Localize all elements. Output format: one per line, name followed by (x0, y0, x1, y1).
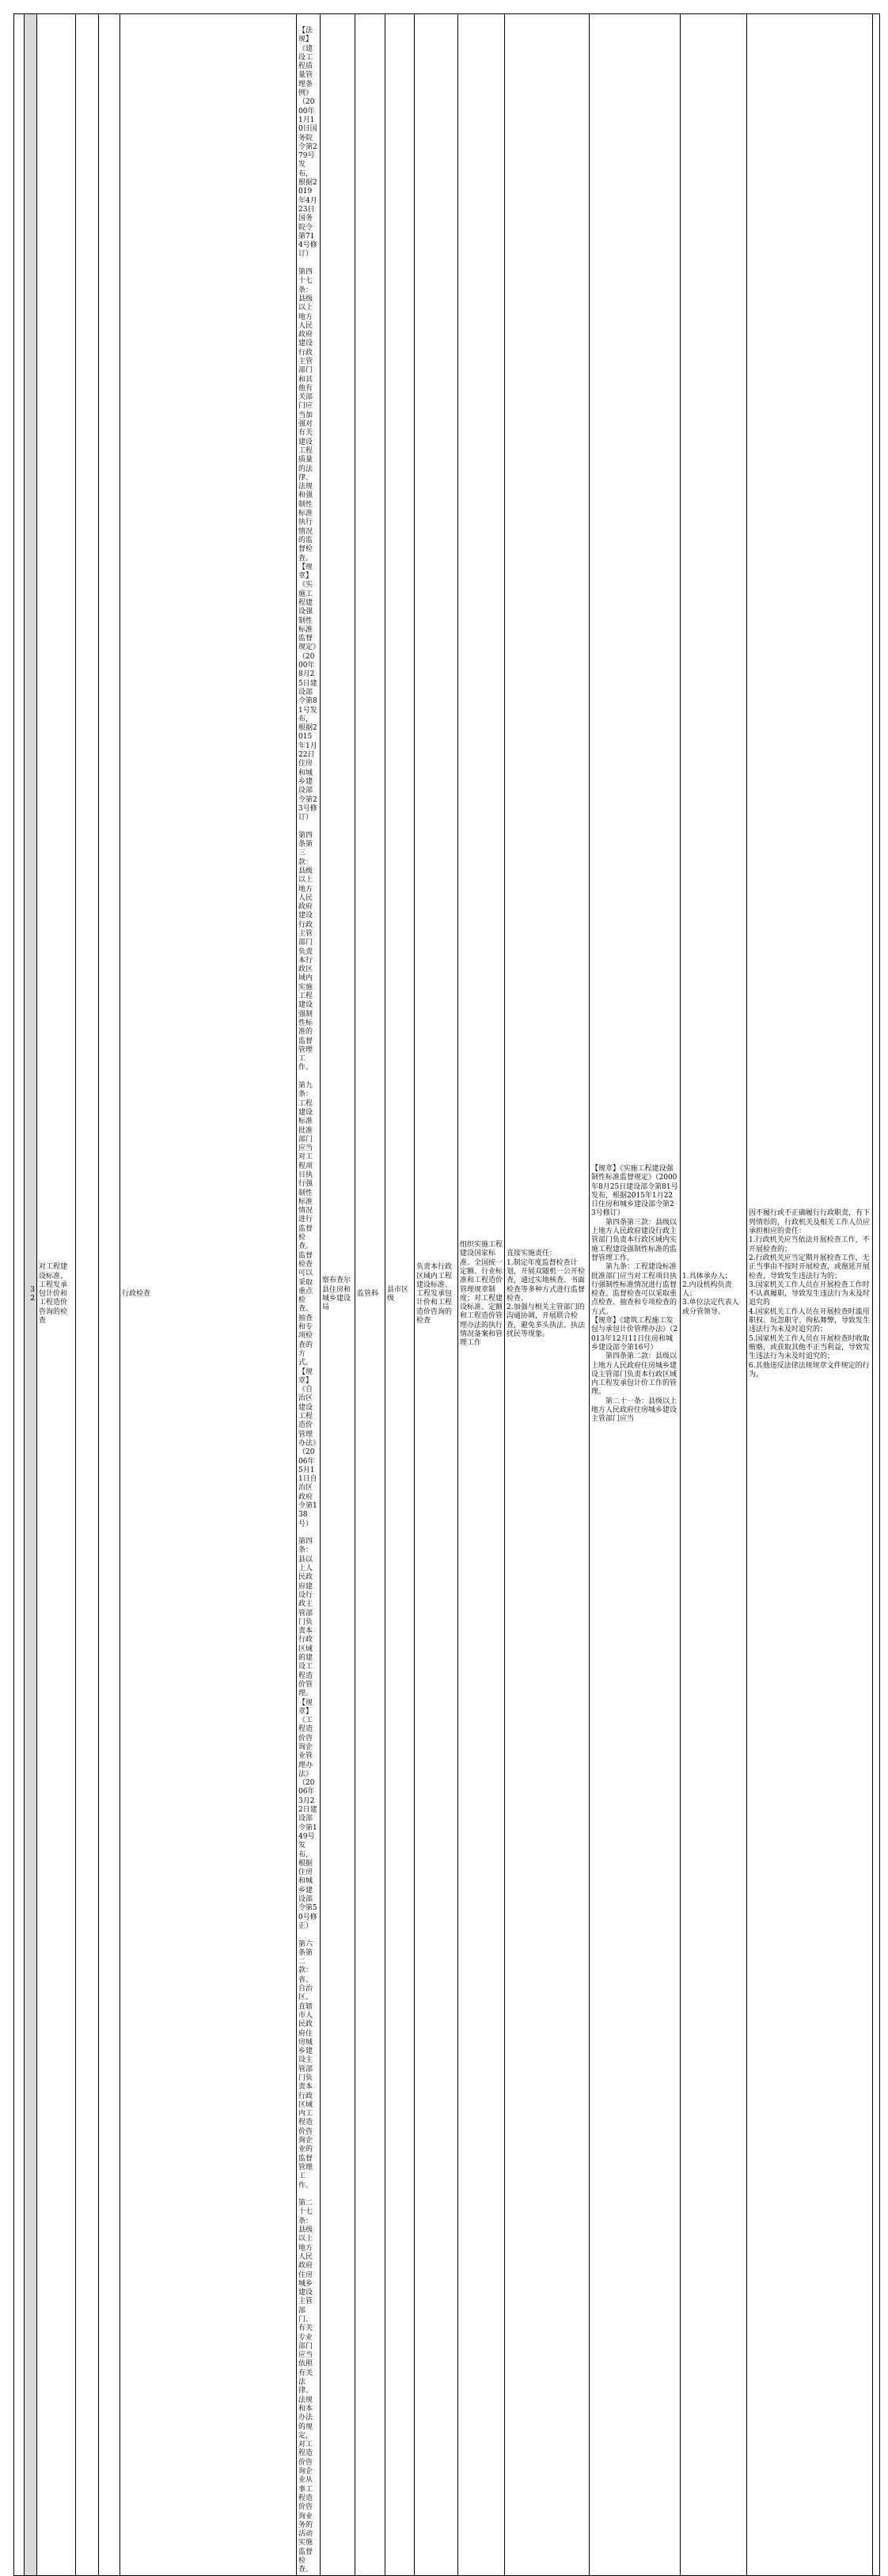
responsibility-matters: 负责本行政区域内工程建设标准、工程发承包计价和工程造价咨询的检查 (415, 14, 458, 2576)
responsible-office: 监管科 (355, 14, 385, 2576)
power-list-table (13, 13, 880, 2576)
legal-basis: 【法规】《建设工程质量管理条例》（2000年1月10日国务院令第279号发布，根据2019年4月23日国务院令第714号修订） 第四十七条：县级以上地方人民政府建设行政主管部门和其他有关部门应当加强对有关建设工程质量的法律、法规和强制性标准执行情况的监督检查。 【规章】《实施工程建设强制性标准监督规定》（2000年8月25日建设部令第81号发布，根据2015年1月22日住房和城乡建设部令第23号修订） 第四条第三款：县级以上地方人民政府建设行政主管部门负责本行政区域内实施工程建设强制性标准的监督管理工作。 第九条：工程建设标准批准部门应当对工程项目执行强制性标准情况进行监督检查。监督检查可以采取重点检查、抽查和专项检查的方式。 【规章】《自治区建设工程造价管理办法》（2006年5月11日自治区政府令第138号） 第四条：县以上人民政府建设行政主管部门负责本行政区域的建设工程造价管理。 【规章】《工程造价咨询企业管理办法》（2006年3月22日建设部令第149号发布，根据住房和城乡建设部令第50号修正） 第六条第二款：省、自治区、直辖市人民政府住房城乡建设主管部门负责本行政区域内工程造价咨询企业的监督管理工作。 第二十七条：县级以上地方人民政府住房城乡建设主管部门、有关专业部门应当依照有关法律、法规和本办法的规定，对工程造价咨询企业从事工程造价咨询业务的活动实施监督检查。 (297, 14, 321, 2576)
implementing-department: 察布查尔县住房和城乡建设局 (321, 14, 355, 2576)
duty-basis: 【规章】《实施工程建设强制性标准监督规定》（2000年8月25日建设部令第81号发布，根据2015年1月22日住房和城乡建设部令第23号修订） 第四条第三款：县级以上地方人民政府建设行政主管部门负责本行政区域内实施工程建设强制性标准的监督管理工作。 第九条：工程建设标准批准部门应当对工程项目执行强制性标准情况进行监督检查。监督检查可以采取重点检查、抽查和专项检查的方式。 【规章】《建筑工程施工发包与承包计价管理办法》（2013年12月11日住房和城乡建设部令第16号） 第四条第二款：县级以上地方人民政府住房城乡建设主管部门负责本行政区域内工程发承包计价工作的管理。 第二十一条：县级以上地方人民政府住房城乡建设主管部门应当 (590, 14, 681, 2576)
col-edge (14, 14, 25, 2576)
exercise-level: 县市区级 (385, 14, 415, 2576)
sequence-number: 32 (25, 14, 37, 2576)
table-row (14, 14, 880, 2576)
accountable-persons: 1.具体承办人； 2.内设机构负责人； 3.单位法定代表人或分管领导。 (681, 14, 747, 2576)
liability-situations: 因不履行或不正确履行行政职责，有下列情形的，行政机关及相关工作人员应承担相应的责任： 1.行政机关应当依法开展检查工作，不开展检查的； 2.行政机关应当定期开展检查工作，无正当事由不按时开展检查，或拖延开展检查，导致发生违法行为的； 3.国家机关工作人员在开展检查工作时不认真履职，导致发生违法行为未及时追究的 4.国家机关工作人员在开展检查时滥用职权、玩忽职守、徇私舞弊，导致发生违法行为未及时追究的； 5.国家机关工作人员在开展检查时收取贿赂，或获取其他不正当利益，导致发生违法行为未及时追究的； 6.其他违反法律法规规章文件规定的行为。 (747, 14, 873, 2576)
empty-cell (99, 14, 120, 2576)
implementation-content: 组织实施工程建设国家标准。全国统一定额、行业标准和工程造价管理规章制度；对工程建设标准、定额和工程造价管理办法的执行情况备案和管理工作 (458, 14, 505, 2576)
remark-cell (873, 14, 880, 2576)
sub-item-cell (76, 14, 99, 2576)
power-category: 行政检查 (120, 14, 297, 2576)
item-name: 对工程建设标准、工程发承包计价和工程造价咨询的检查 (37, 14, 76, 2576)
direct-duty: 直接实施责任： 1.制定年度监督检查计划，开展双随机一公开检查，通过实地核查、书面检查等多种方式进行监督检查。 2.加强与相关主管部门的沟通协调，开展联合检查，避免多头执法、执法扰民等现象。 (505, 14, 590, 2576)
